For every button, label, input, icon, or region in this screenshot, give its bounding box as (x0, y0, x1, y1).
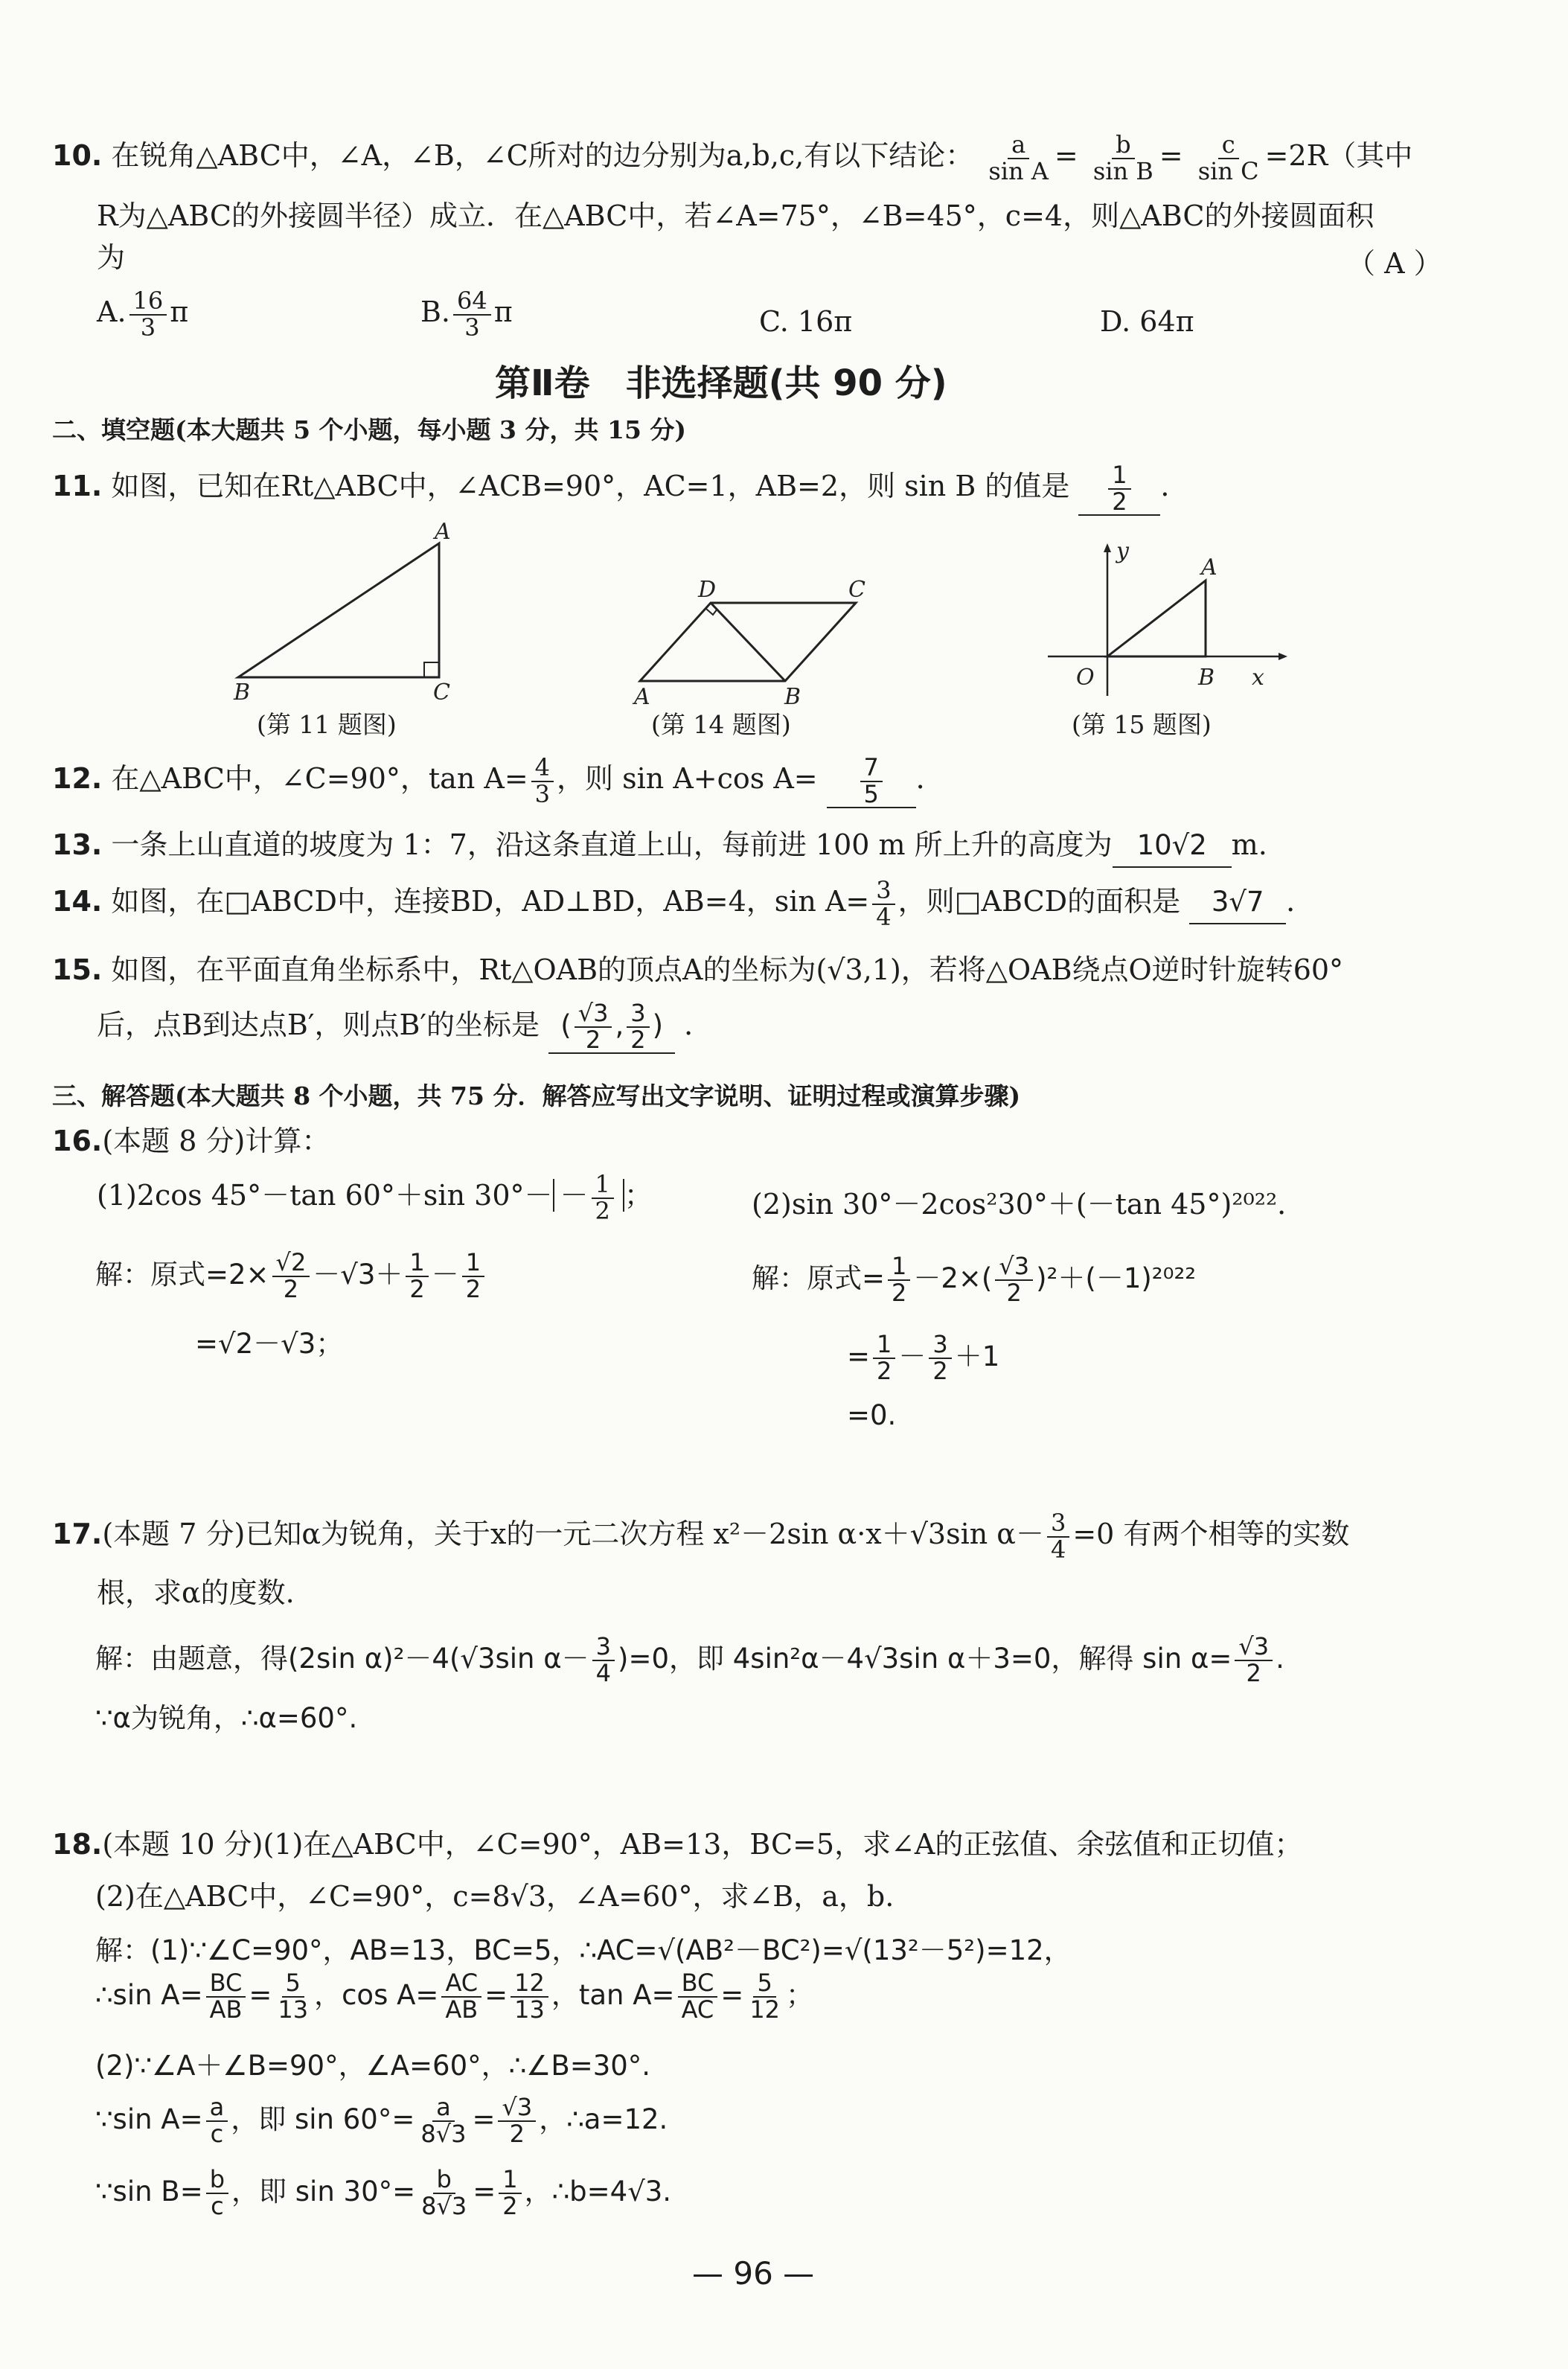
q17-line2: 根，求α的度数. (97, 1576, 295, 1609)
page-number: — 96 — (692, 2255, 815, 2292)
q10-option-d: D. 64π (1100, 305, 1194, 338)
q13-answer: 10√2 (1113, 825, 1232, 868)
q16-part1: (1)2cos 45°－tan 60°＋sin 30°－ － $\frac{1}{2}$ ； (97, 1170, 653, 1225)
fig11-label-b: B (234, 680, 251, 706)
q16-solution2-line1: 解：原式= $\frac{1}{2}$ －2×( $\frac{√3}{2}$ )²＋(－1)²⁰²² (752, 1252, 1197, 1307)
fig11-caption: (第 11 题图) (257, 710, 397, 739)
q14-answer: 3√7 (1189, 881, 1286, 924)
q18-solution-line4: ∵sin A= $\frac{a}{c}$ ，即 sin 60°= $\frac{a}{8√3}$ = $\frac{√3}{2}$ ，∴a=12. (95, 2093, 668, 2148)
q11-answer: $\frac{1}{2}$ (1078, 463, 1160, 516)
q15-line2: 后，点B到达点B′，则点B′的坐标是 ( $\frac{√3}{2}$ , $\frac{3}{2}$ ) ． (97, 999, 713, 1054)
q15-line1: 15. 如图，在平面直角坐标系中，Rt△OAB的顶点A的坐标为(√3,1)，若将△OAB绕点O逆时针旋转60° (52, 953, 1344, 986)
q10-frac-b: $\frac{b}{\text{sin B}}$ (1092, 130, 1153, 185)
fig15-triangle (1107, 581, 1206, 656)
fig14-label-a: A (634, 684, 650, 707)
q10-line1: 10. 在锐角△ABC中，∠A，∠B，∠C所对的边分别为a,b,c,有以下结论： $\frac{a}{\text{sin A}}$ = $\frac{b}{\text{sin B}}$ = $\frac{c}{\text{sin C}}$ =2R（其中 (52, 130, 1413, 185)
q13: 13. 一条上山直道的坡度为 1：7，沿这条直道上山，每前进 100 m 所上升的高度为 10√2 m. (52, 824, 1267, 868)
q16-solution1-line2: =√2－√3； (195, 1328, 344, 1360)
q15-answer: ( $\frac{√3}{2}$ , $\frac{3}{2}$ ) (548, 1001, 675, 1054)
fig14-label-b: B (784, 684, 801, 707)
fig14-caption: (第 14 题图) (651, 710, 791, 739)
fig14-label-d: D (698, 577, 717, 603)
q12: 12. 在△ABC中，∠C=90°，tan A= $\frac{4}{3}$ ，则 sin A+cos A= $\frac{7}{5}$ ． (52, 753, 944, 808)
q14: 14. 如图，在□ABCD中，连接BD，AD⊥BD，AB=4，sin A= $\frac{3}{4}$ ，则□ABCD的面积是 3√7 ． (52, 876, 1315, 931)
fig14-diagonal-bd (711, 603, 785, 681)
q18-solution-line2: ∴sin A= $\frac{BC}{AB}$ = $\frac{5}{13}$ ，cos A= $\frac{AC}{AB}$ = $\frac{12}{13}$ ，tan A= $\frac{BC}{AC}$ = $\frac{5}{12}$ ； (95, 1969, 814, 2024)
q10-answer: （ A ） (1347, 247, 1442, 280)
q10-number: 10. (52, 139, 103, 173)
q10-option-c: C. 16π (759, 305, 853, 338)
q17-solution-line2: ∵α为锐角，∴α=60°. (95, 1702, 358, 1734)
q10-line3: 为 (97, 241, 126, 274)
q10-stem: 在锐角△ABC中，∠A，∠B，∠C所对的边分别为a,b,c,有以下结论： (111, 139, 974, 173)
solve-section-header: 三、解答题(本大题共 8 个小题，共 75 分．解答应写出文字说明、证明过程或演算步骤) (52, 1081, 1021, 1110)
q10-option-a: A. $\frac{16}{3}$ π (97, 287, 189, 342)
part2-title: 第Ⅱ卷 非选择题(共 90 分) (495, 362, 947, 404)
fig15-label-o: O (1076, 665, 1095, 691)
q11-stem: 如图，已知在Rt△ABC中，∠ACB=90°，AC=1，AB=2，则 sin B 的值是 (111, 470, 1070, 503)
q16-solution2-line3: =0. (847, 1399, 897, 1431)
figure-11 (223, 521, 469, 707)
fig11-right-angle (424, 662, 439, 677)
fig15-label-a: A (1201, 554, 1217, 581)
fig15-label-x: x (1252, 665, 1264, 691)
q18-solution-line5: ∵sin B= $\frac{b}{c}$ ，即 sin 30°= $\frac{b}{8√3}$ = $\frac{1}{2}$ ，∴b=4√3. (95, 2165, 672, 2220)
q17-line1: 17.(本题 7 分)已知α为锐角，关于x的一元二次方程 x²－2sin α·x＋√3sin α－ $\frac{3}{4}$ =0 有两个相等的实数 (52, 1509, 1350, 1564)
fig11-label-c: C (433, 680, 450, 706)
figure-14 (625, 573, 878, 707)
q16-solution1-line1: 解：原式=2× $\frac{√2}{2}$ －√3＋ $\frac{1}{2}$ － $\frac{1}{2}$ (95, 1250, 487, 1302)
fig11-label-a: A (435, 521, 451, 545)
figure-15 (1042, 536, 1295, 700)
q10-tail: =2R（其中 (1264, 139, 1413, 173)
fig15-caption: (第 15 题图) (1072, 710, 1212, 739)
fig14-label-c: C (848, 577, 865, 603)
fig11-triangle (238, 543, 439, 677)
q10-option-b: B. $\frac{64}{3}$ π (420, 287, 513, 342)
q16-part2: (2)sin 30°－2cos²30°＋(－tan 45°)²⁰²²． (752, 1188, 1306, 1221)
q10-line2: R为△ABC的外接圆半径）成立．在△ABC中，若∠A=75°，∠B=45°，c=4，则△ABC的外接圆面积 (97, 199, 1375, 232)
fig15-label-y: y (1116, 538, 1129, 564)
q18-solution-line3: (2)∵∠A＋∠B=90°，∠A=60°，∴∠B=30°. (95, 2050, 651, 2082)
fill-section-header: 二、填空题(本大题共 5 个小题，每小题 3 分，共 15 分) (52, 415, 687, 444)
q10-frac-c: $\frac{c}{\text{sin C}}$ (1197, 130, 1259, 185)
q11: 11. 如图，已知在Rt△ABC中，∠ACB=90°，AC=1，AB=2，则 sin B 的值是 $\frac{1}{2}$ ． (52, 461, 1189, 516)
q12-answer: $\frac{7}{5}$ (827, 755, 916, 808)
q11-number: 11. (52, 470, 103, 503)
fig15-y-arrow (1104, 543, 1111, 552)
q18-line1: 18.(本题 10 分)(1)在△ABC中，∠C=90°，AB=13，BC=5，求∠A的正弦值、余弦值和正切值； (52, 1828, 1303, 1861)
q16-solution2-line2: = $\frac{1}{2}$ － $\frac{3}{2}$ ＋1 (847, 1330, 1000, 1385)
q16-intro: 16.(本题 8 分)计算： (52, 1125, 330, 1157)
q18-solution-line1: 解：(1)∵∠C=90°，AB=13，BC=5，∴AC=√(AB²－BC²)=√(13²－5²)=12， (95, 1934, 1072, 1966)
fig15-x-arrow (1279, 653, 1287, 660)
fig15-label-b: B (1198, 665, 1215, 691)
q10-frac-a: $\frac{a}{\text{sin A}}$ (988, 130, 1049, 185)
q18-line2: (2)在△ABC中，∠C=90°，c=8√3，∠A=60°，求∠B，a，b. (95, 1880, 895, 1913)
q17-solution-line1: 解：由题意，得(2sin α)²－4(√3sin α－ $\frac{3}{4}$ )=0，即 4sin²α－4√3sin α＋3=0，解得 sin α= $\frac{√3}{2}$ . (95, 1632, 1284, 1687)
